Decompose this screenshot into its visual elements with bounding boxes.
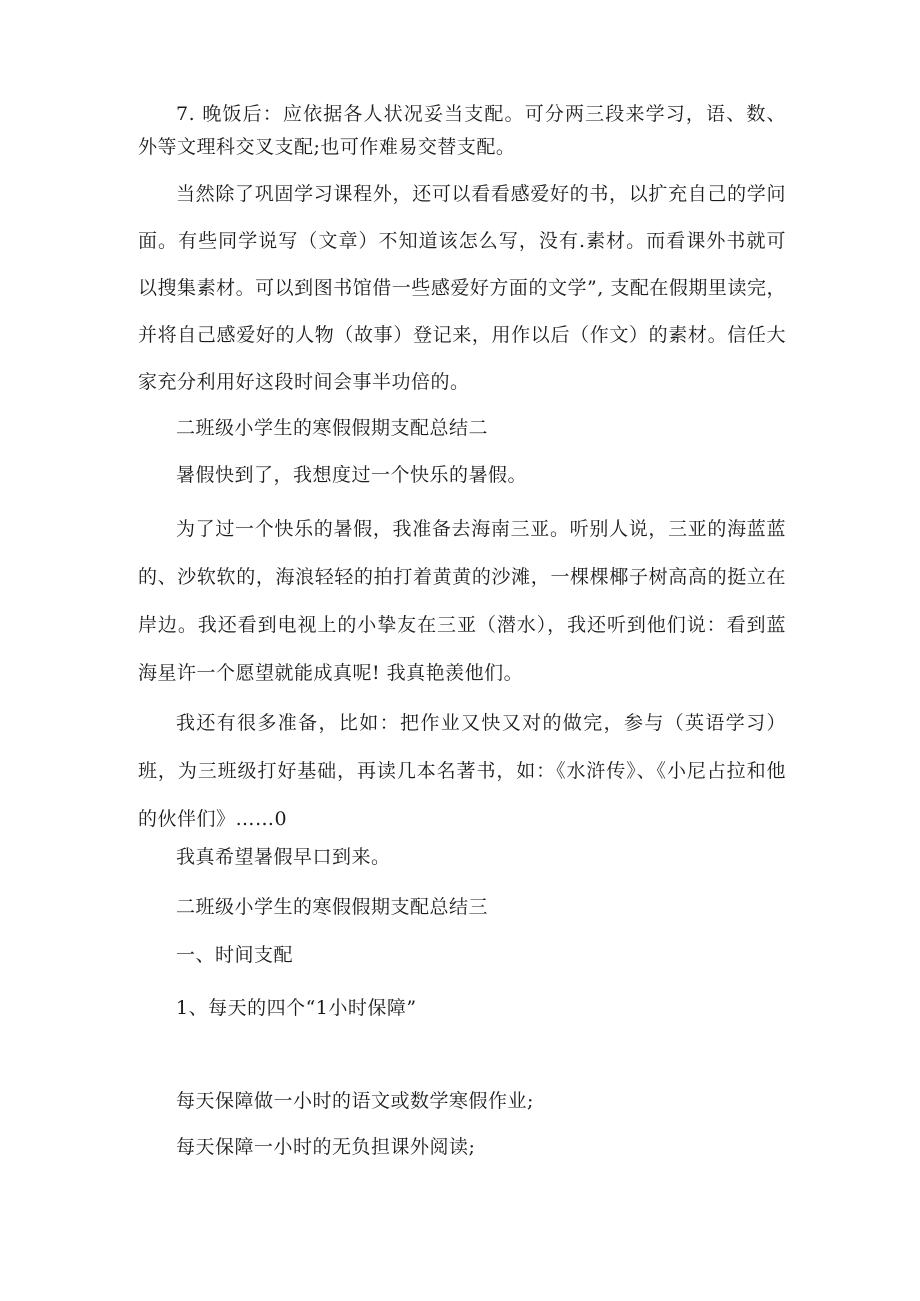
paragraph-preparations: 我还有很多准备，比如：把作业又快又对的做完，参与（英语学习）班，为三班级打好基础，再读几本名著书，如：《水浒传》、《小尼占拉和他的伙伴们》……0 xyxy=(138,712,786,830)
paragraph-summer-intro: 暑假快到了，我想度过一个快乐的暑假。 xyxy=(176,464,528,486)
section-title-2: 二班级小学生的寒假假期支配总结二 xyxy=(176,417,489,439)
list-item-reading: 每天保障一小时的无负担课外阅读; xyxy=(176,1136,476,1158)
section-title-3: 二班级小学生的寒假假期支配总结三 xyxy=(176,896,489,918)
subheading-time-plan: 一、时间支配 xyxy=(176,944,294,966)
list-item-homework: 每天保障做一小时的语文或数学寒假作业; xyxy=(176,1090,534,1112)
paragraph-hope: 我真希望暑假早口到来。 xyxy=(176,846,391,868)
paragraph-dinner-plan: 7. 晚饭后：应依据各人状况妥当支配。可分两三段来学习，语、数、外等文理科交叉支配;也可作难易交替支配。 xyxy=(138,103,786,158)
subheading-four-hours: 1、每天的四个“1小时保障” xyxy=(176,997,417,1019)
paragraph-extra-reading: 当然除了巩固学习课程外，还可以看看感爱好的书，以扩充自己的学问面。有些同学说写（文章）不知道该怎么写，没有.素材。而看课外书就可以搜集素材。可以到图书馆借一些感爱好方面的文学”, 支配在假期里读完，并将自己感爱好的人物（故事）登记来，用作以后（作文）的素材。信任大家充分利用好这段时间会事半功倍的。 xyxy=(138,183,786,393)
paragraph-sanya-trip: 为了过一个快乐的暑假，我准备去海南三亚。听别人说，三亚的海蓝蓝的、沙软软的，海浪轻轻的拍打着黄黄的沙滩，一棵棵椰子树高高的挺立在岸边。我还看到电视上的小挚友在三亚（潜水），我还听到他们说：看到蓝海星许一个愿望就能成真呢! 我真艳羡他们。 xyxy=(138,518,786,684)
